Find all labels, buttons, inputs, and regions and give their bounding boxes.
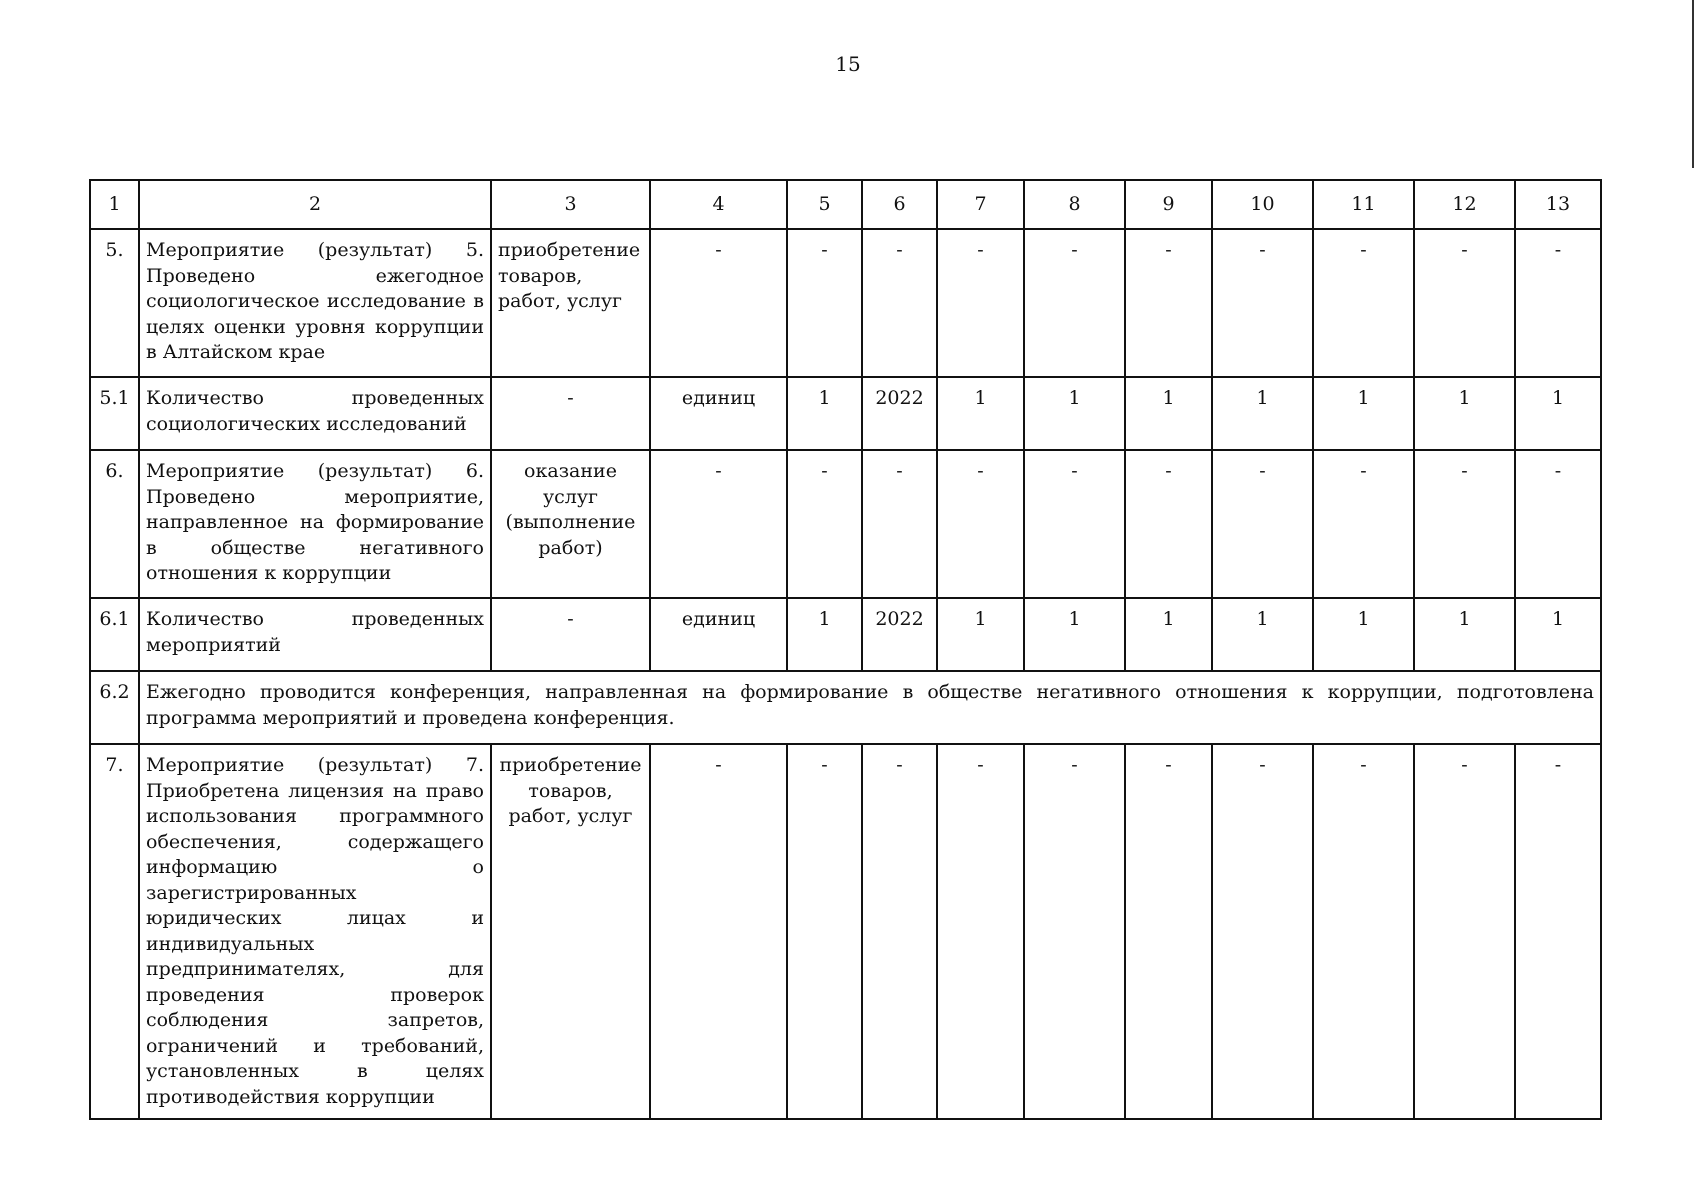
row-value: 1 (787, 377, 862, 450)
row-value: - (1414, 450, 1515, 598)
table-row (90, 671, 1601, 744)
row-value: 1 (1515, 598, 1601, 671)
row-value: 1 (1313, 377, 1414, 450)
row-number: 6.2 (90, 671, 139, 744)
row-type: приобретение товаров, работ, услуг (491, 229, 650, 377)
row-number: 7. (90, 744, 139, 1119)
row-value: - (1515, 450, 1601, 598)
row-value: 1 (1125, 377, 1212, 450)
row-description: Мероприятие (результат) 6. Проведено мероприятие, направленное на формирование в обществе негативного отношения к коррупции (139, 450, 491, 598)
row-number: 6. (90, 450, 139, 598)
column-header: 2 (139, 180, 491, 229)
row-unit: - (650, 744, 787, 1119)
row-value: - (862, 450, 937, 598)
row-number: 5. (90, 229, 139, 377)
page-number: 15 (835, 52, 861, 76)
row-description: Мероприятие (результат) 5. Проведено ежегодное социологическое исследование в целях оценки уровня коррупции в Алтайском крае (139, 229, 491, 377)
row-value: - (1024, 744, 1125, 1119)
row-value: - (1024, 229, 1125, 377)
row-number: 5.1 (90, 377, 139, 450)
column-header: 4 (650, 180, 787, 229)
column-header: 3 (491, 180, 650, 229)
row-value: 1 (1024, 377, 1125, 450)
row-value: - (1515, 744, 1601, 1119)
row-value: - (1125, 744, 1212, 1119)
row-value: - (1313, 229, 1414, 377)
row-value: 1 (1414, 377, 1515, 450)
row-value: - (1313, 744, 1414, 1119)
row-value: - (1212, 744, 1313, 1119)
row-value: 1 (1125, 598, 1212, 671)
row-value: - (787, 744, 862, 1119)
row-type: - (491, 598, 650, 671)
row-value: - (937, 450, 1024, 598)
row-value: - (1024, 450, 1125, 598)
row-value: - (1212, 450, 1313, 598)
row-value: - (1313, 450, 1414, 598)
row-type: - (491, 377, 650, 450)
measures-table (89, 179, 1602, 1120)
row-value: - (862, 744, 937, 1119)
column-header: 7 (937, 180, 1024, 229)
row-value: - (787, 229, 862, 377)
row-value: - (1212, 229, 1313, 377)
column-header: 6 (862, 180, 937, 229)
column-number-row (90, 180, 1601, 229)
row-value: - (862, 229, 937, 377)
row-value: - (1515, 229, 1601, 377)
row-value: - (787, 450, 862, 598)
column-header: 11 (1313, 180, 1414, 229)
row-description: Количество проведенных мероприятий (139, 598, 491, 671)
row-value: 1 (937, 598, 1024, 671)
row-value: 1 (1313, 598, 1414, 671)
row-unit: единиц (650, 598, 787, 671)
row-number: 6.1 (90, 598, 139, 671)
row-type: приобретение товаров, работ, услуг (491, 744, 650, 1119)
row-description: Мероприятие (результат) 7. Приобретена лицензия на право использования программного обеспечения, содержащего информацию о зарегистрированных юридических лицах и индивидуальных предпринимателях, для проведения проверок соблюдения запретов, ограничений и требований, установленных в целях противодействия коррупции (139, 744, 491, 1119)
row-value: 1 (1515, 377, 1601, 450)
row-value: - (1125, 450, 1212, 598)
row-description: Количество проведенных социологических исследований (139, 377, 491, 450)
row-value: 2022 (862, 598, 937, 671)
row-value: 1 (1414, 598, 1515, 671)
row-value: - (1125, 229, 1212, 377)
table-row (90, 744, 1601, 1119)
row-value: 2022 (862, 377, 937, 450)
column-header: 10 (1212, 180, 1313, 229)
row-unit: - (650, 229, 787, 377)
row-value: - (937, 744, 1024, 1119)
table-row (90, 377, 1601, 450)
row-value: 1 (787, 598, 862, 671)
row-value: 1 (1212, 598, 1313, 671)
row-type: оказание услуг (выполнение работ) (491, 450, 650, 598)
column-header: 5 (787, 180, 862, 229)
scan-edge-mark (1692, 0, 1694, 168)
row-note: Ежегодно проводится конференция, направленная на формирование в обществе негативного отношения к коррупции, подготовлена программа мероприятий и проведена конференция. (139, 671, 1601, 744)
column-header: 1 (90, 180, 139, 229)
row-value: 1 (937, 377, 1024, 450)
row-value: - (1414, 229, 1515, 377)
column-header: 12 (1414, 180, 1515, 229)
row-value: - (937, 229, 1024, 377)
column-header: 13 (1515, 180, 1601, 229)
table-row (90, 598, 1601, 671)
row-value: - (1414, 744, 1515, 1119)
row-value: 1 (1024, 598, 1125, 671)
row-value: 1 (1212, 377, 1313, 450)
table-row (90, 229, 1601, 377)
row-unit: единиц (650, 377, 787, 450)
column-header: 9 (1125, 180, 1212, 229)
column-header: 8 (1024, 180, 1125, 229)
row-unit: - (650, 450, 787, 598)
table-row (90, 450, 1601, 598)
